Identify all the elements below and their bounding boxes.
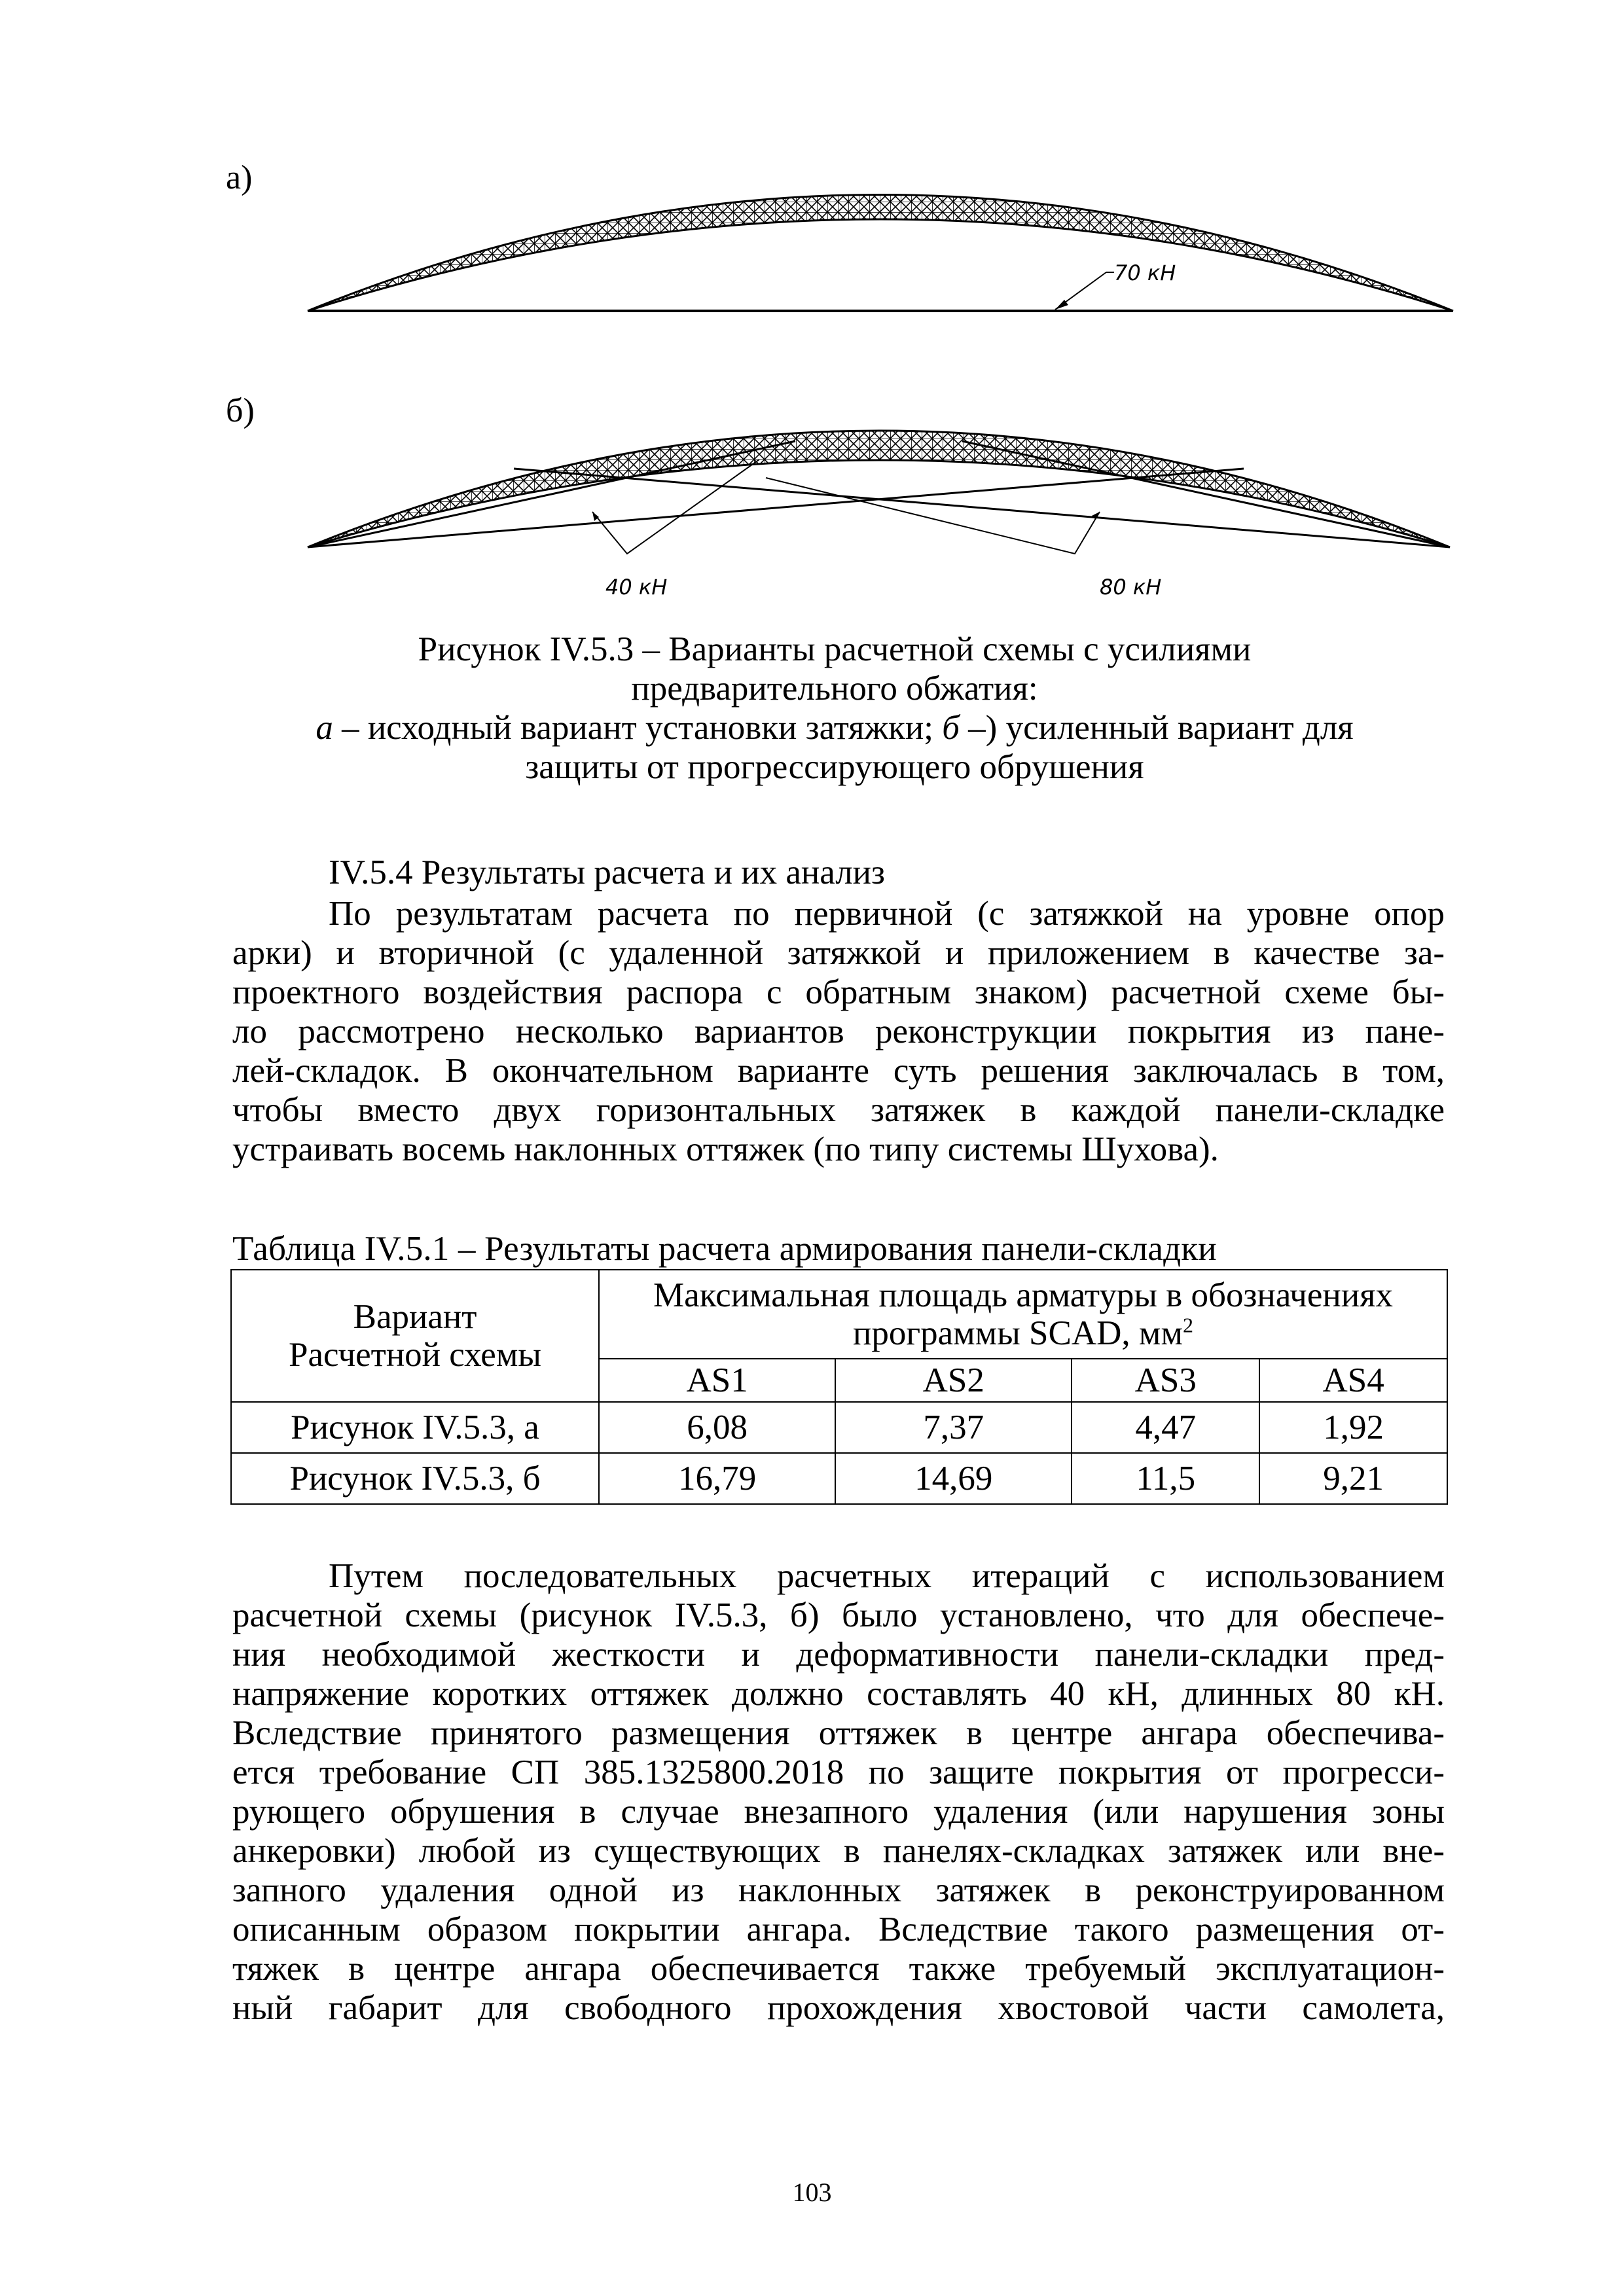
column-header: AS3	[1072, 1359, 1259, 1402]
header-variant: Вариант Расчетной схемы	[231, 1270, 599, 1402]
arch-body-b	[308, 431, 1450, 547]
column-header: AS4	[1259, 1359, 1447, 1402]
panel-b-label: б)	[226, 392, 255, 429]
para1-line: устраивать восемь наклонных оттяжек (по типу системы Шухова).	[232, 1130, 1219, 1168]
header-area: Максимальная площадь арматуры в обозначениях программы SCAD, $мм^2$	[599, 1270, 1447, 1359]
table-cell: 6,08	[599, 1402, 835, 1453]
para1-line: По результатам расчета по первичной (с затяжкой на уровне опор	[329, 895, 1445, 933]
force-label-b-long: 80 кН	[1100, 575, 1162, 600]
para2-line: Вследствие принятого размещения оттяжек в центре ангара обеспечива-	[232, 1714, 1445, 1752]
para2-line: анкеровки) любой из существующих в панелях-складках затяжек или вне-	[232, 1832, 1445, 1870]
table-cell: 4,47	[1072, 1402, 1259, 1453]
force-label-a: 70 кН	[1114, 260, 1176, 285]
para2-line: рующего обрушения в случае внезапного удаления (или нарушения зоны	[232, 1793, 1445, 1831]
stay-short-right	[962, 441, 1450, 547]
section-title: IV.5.4 Результаты расчета и их анализ	[329, 853, 885, 891]
para1-line: ло рассмотрено несколько вариантов реконструкции покрытия из пане-	[232, 1013, 1445, 1050]
column-header: AS2	[835, 1359, 1072, 1402]
row-label: Рисунок IV.5.3, б	[231, 1453, 599, 1504]
results-table	[230, 1269, 1448, 1505]
arch-body-a	[308, 195, 1453, 312]
table-cell: 7,37	[835, 1402, 1072, 1453]
caption-line-3: а – исходный вариант установки затяжки; б –) усиленный вариант для	[316, 709, 1354, 747]
para2-line: тяжек в центре ангара обеспечивается также требуемый эксплуатацион-	[232, 1950, 1445, 1988]
table-row	[231, 1402, 1447, 1453]
para2-line: ется требование СП 385.1325800.2018 по защите покрытия от прогресси-	[232, 1753, 1445, 1791]
force-label-b-short: 40 кН	[605, 575, 668, 600]
caption-line-1: Рисунок IV.5.3 – Варианты расчетной схемы с усилиями	[418, 630, 1252, 668]
para1-line: проектного воздействия распора с обратным знаком) расчетной схеме бы-	[232, 973, 1445, 1011]
para1-line: лей-складок. В окончательном варианте суть решения заключалась в том,	[232, 1052, 1445, 1090]
para2-line: напряжение коротких оттяжек должно составлять 40 кН, длинных 80 кН.	[232, 1675, 1445, 1713]
caption-line-4: защиты от прогрессирующего обрушения	[525, 748, 1144, 786]
table-cell: 16,79	[599, 1453, 835, 1504]
table-cell: 11,5	[1072, 1453, 1259, 1504]
table-row	[231, 1453, 1447, 1504]
para1-line: чтобы вместо двух горизонтальных затяжек в каждой панели-складке	[232, 1091, 1445, 1129]
table-cell: 1,92	[1259, 1402, 1447, 1453]
para2-line: Путем последовательных расчетных итераций с использованием	[329, 1557, 1445, 1595]
stay-short-left	[308, 441, 795, 547]
row-label: Рисунок IV.5.3, а	[231, 1402, 599, 1453]
column-header: AS1	[599, 1359, 835, 1402]
paragraph-2	[232, 1556, 1445, 2028]
para2-line: ный габарит для свободного прохождения хвостовой части самолета,	[232, 1989, 1445, 2027]
caption-line-2: предварительного обжатия:	[631, 670, 1038, 708]
panel-a-label: а)	[226, 159, 253, 196]
para2-line: описанным образом покрытии ангара. Вследствие такого размещения от-	[232, 1910, 1445, 1948]
para1-line: арки) и вторичной (с удаленной затяжкой и приложением в качестве за-	[232, 934, 1445, 972]
table-cell: 9,21	[1259, 1453, 1447, 1504]
arch-scheme-b	[0, 386, 1624, 622]
table-title: Таблица IV.5.1 – Результаты расчета армирования панели-складки	[232, 1230, 1217, 1268]
para2-line: запного удаления одной из наклонных затяжек в реконструированном	[232, 1871, 1445, 1909]
table-cell: 14,69	[835, 1453, 1072, 1504]
page-number: 103	[792, 2178, 832, 2207]
figure-caption	[223, 630, 1447, 787]
paragraph-1	[232, 894, 1445, 1169]
para2-line: расчетной схемы (рисунок IV.5.3, б) было установлено, что для обеспече-	[232, 1596, 1445, 1634]
para2-line: ния необходимой жесткости и деформативности панели-складки пред-	[232, 1636, 1445, 1674]
